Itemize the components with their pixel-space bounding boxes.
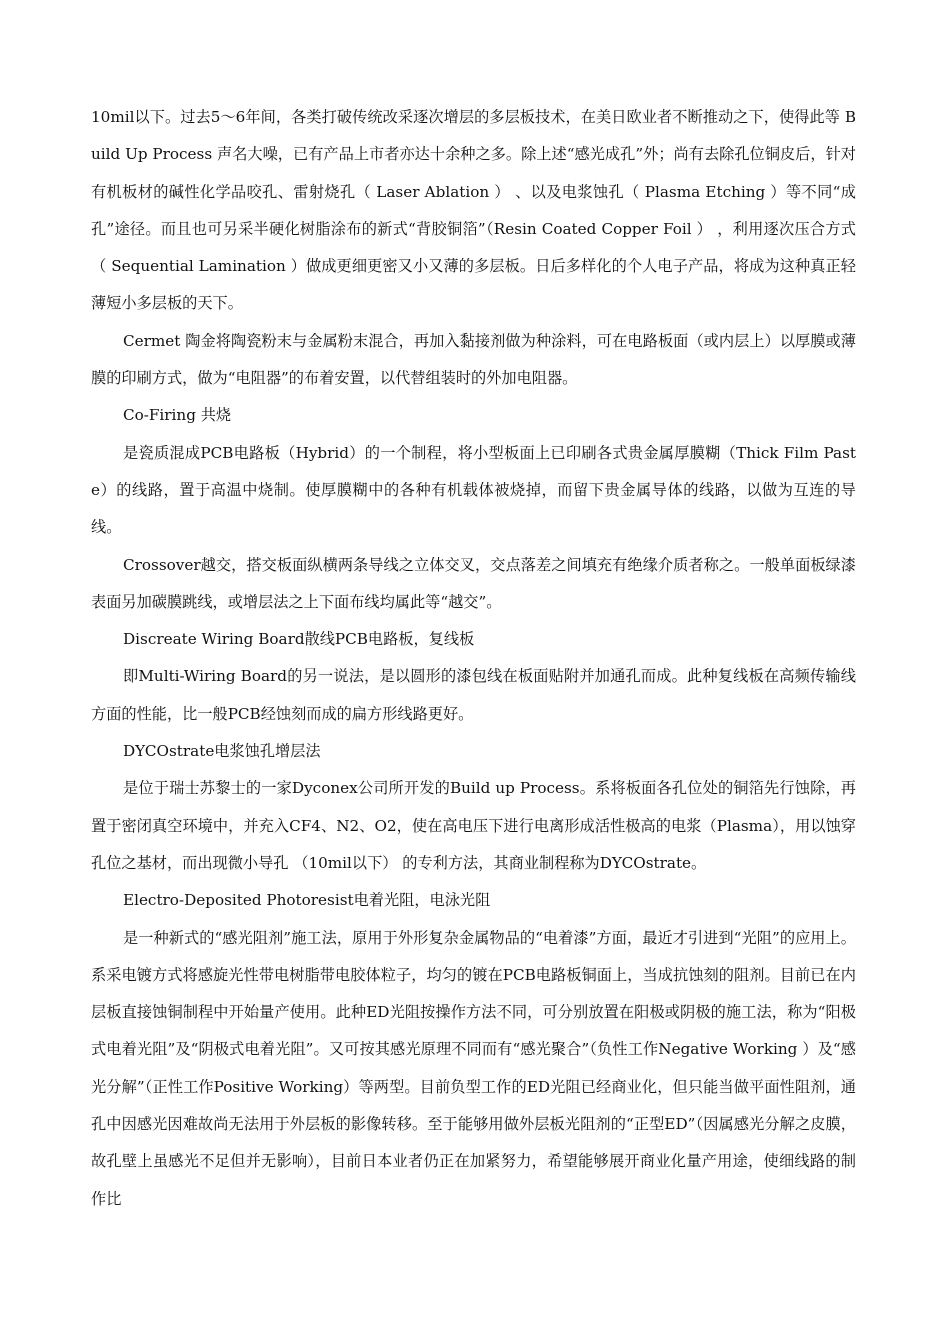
paragraph-electro-deposited-photoresist: 是一种新式的“感光阻剂”施工法，原用于外形复杂金属物品的“电着漆”方面，最近才引进到“光阻”的应用上。系采电镀方式将感旋光性带电树脂带电胶体粒子，均匀的镀在PCB电路板铜面上，当成抗蚀刻的阻剂。目前已在内层板直接蚀铜制程中开始量产使用。此种ED光阻按操作方法不同，可分别放置在阳极或阴极的施工法，称为“阳极式电着光阻”及“阴极式电着光阻”。又可按其感光原理不同而有“感光聚合”（负性工作Negative Working ）及“感光分解”（正性工作Positive Working）等两型。目前负型工作的ED光阻已经商业化，但只能当做平面性阻剂，通孔中因感光因难故尚无法用于外层板的影像转移。至于能够用做外层板光阻剂的“正型ED”（因属感光分解之皮膜，故孔壁上虽感光不足但并无影响），目前日本业者仍正在加紧努力，希望能够展开商业化量产用途，使细线路的制作比 — [91, 928, 856, 1208]
paragraph-build-up-process: 10mil以下。过去5～6年间，各类打破传统改采逐次增层的多层板技术，在美日欧业者不断推动之下，使得此等 Build Up Process 声名大噪，已有产品上市者亦达十余种之多。除上述“感光成孔”外；尚有去除孔位铜皮后，针对有机板材的碱性化学品咬孔、雷射烧孔（ Laser Ablation ） 、以及电浆蚀孔（ Plasma Etching ）等不同“成孔”途径。而且也可另采半硬化树脂涂布的新式“背胶铜箔”（Resin Coated Copper Foil ） ，利用逐次压合方式 （ Sequential Lamination ）做成更细更密又小又薄的多层板。日后多样化的个人电子产品，将成为这种真正轻薄短小多层板的天下。 — [91, 108, 856, 313]
paragraph-crossover: Crossover越交，搭交板面纵横两条导线之立体交叉，交点落差之间填充有绝缘介质者称之。一般单面板绿漆表面另加碳膜跳线，或增层法之上下面布线均属此等“越交”。 — [91, 555, 856, 611]
term-heading-electro-deposited-photoresist: Electro-Deposited Photoresist电着光阻，电泳光阻 — [123, 891, 491, 910]
paragraph-co-firing: 是瓷质混成PCB电路板（Hybrid）的一个制程，将小型板面上已印刷各式贵金属厚膜糊（Thick Film Paste）的线路，置于高温中烧制。使厚膜糊中的各种有机载体被烧掉，而留下贵金属导体的线路，以做为互连的导线。 — [91, 443, 856, 537]
paragraph-multi-wiring-board: 即Multi-Wiring Board的另一说法，是以圆形的漆包线在板面贴附并加通孔而成。此种复线板在高频传输线方面的性能，比一般PCB经蚀刻而成的扁方形线路更好。 — [91, 667, 856, 723]
document-body — [91, 99, 856, 1218]
paragraph-cermet: Cermet 陶金将陶瓷粉末与金属粉末混合，再加入黏接剂做为种涂料，可在电路板面（或内层上）以厚膜或薄膜的印刷方式，做为“电阻器”的布着安置，以代替组装时的外加电阻器。 — [91, 331, 856, 388]
term-heading-dycostrate: DYCOstrate电浆蚀孔增层法 — [123, 742, 321, 761]
paragraph-dycostrate: 是位于瑞士苏黎士的一家Dyconex公司所开发的Build up Process。系将板面各孔位处的铜箔先行蚀除，再置于密闭真空环境中，并充入CF4、N2、O2，使在高电压下进行电离形成活性极高的电浆（Plasma），用以蚀穿孔位之基材，而出现微小导孔 （10mil以下） 的专利方法，其商业制程称为DYCOstrate。 — [91, 779, 856, 872]
term-heading-discreate-wiring-board: Discreate Wiring Board散线PCB电路板，复线板 — [123, 630, 475, 649]
term-heading-co-firing: Co-Firing 共烧 — [123, 406, 232, 425]
